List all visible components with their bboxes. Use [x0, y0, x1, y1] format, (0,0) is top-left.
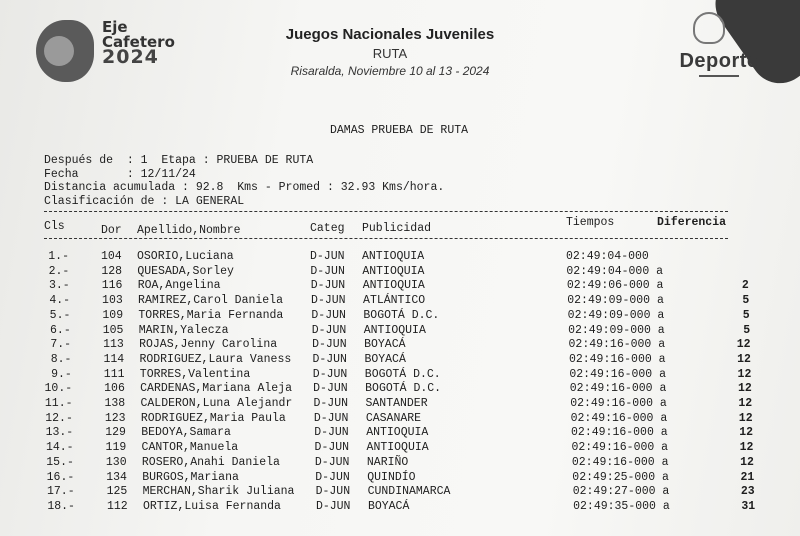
- meta-stage: Después de : 1 Etapa : PRUEBA DE RUTA: [44, 154, 314, 167]
- cell-difference: 12: [737, 367, 752, 381]
- cell-category: D-JUN: [310, 250, 345, 263]
- table-row: [0, 485, 800, 500]
- table-row: [0, 265, 800, 280]
- cell-cls: 4.-: [49, 294, 71, 308]
- cell-category: D-JUN: [311, 294, 346, 308]
- cell-sponsor: ANTIOQUIA: [362, 250, 425, 263]
- cell-dor: 113: [103, 338, 124, 352]
- table-row: [0, 294, 800, 309]
- cell-name: ORTIZ,Luisa Fernanda: [142, 499, 281, 513]
- cell-dor: 111: [103, 367, 125, 381]
- cell-cls: 3.-: [48, 279, 70, 293]
- cell-dor: 128: [101, 264, 123, 278]
- cell-cls: 14.-: [45, 441, 74, 455]
- cell-sponsor: NARIÑO: [366, 455, 409, 469]
- logo-line1: Eje: [102, 18, 128, 36]
- divider-header: [44, 238, 728, 239]
- cell-difference: 5: [742, 294, 750, 308]
- coat-of-arms-icon: [693, 12, 725, 44]
- document-header: [270, 26, 510, 78]
- logo-year: 2024: [102, 46, 159, 68]
- cell-name: OSORIO,Luciana: [137, 250, 234, 263]
- cell-name: BEDOYA,Samara: [141, 426, 231, 440]
- cell-difference: 2: [741, 279, 749, 293]
- cell-name: MARIN,Yalecza: [138, 323, 229, 337]
- cell-sponsor: ANTIOQUIA: [363, 323, 426, 337]
- cell-name: TORRES,Valentina: [139, 367, 251, 381]
- cell-time: 02:49:16-000 a: [571, 426, 668, 440]
- cell-time: 02:49:09-000 a: [567, 294, 664, 308]
- cell-category: D-JUN: [315, 485, 351, 499]
- cell-cls: 8.-: [50, 352, 72, 366]
- cell-category: D-JUN: [311, 323, 347, 337]
- table-row: [0, 250, 800, 265]
- cell-dor: 105: [102, 323, 124, 337]
- event-location-date: Risaralda, Noviembre 10 al 13 - 2024: [290, 64, 490, 78]
- cell-difference: 12: [737, 352, 751, 366]
- cell-time: 02:49:04-000 a: [566, 264, 664, 278]
- cell-cls: 2.-: [48, 264, 70, 278]
- cell-time: 02:49:16-000 a: [568, 352, 666, 366]
- cell-sponsor: SANTANDER: [365, 397, 428, 410]
- cell-time: 02:49:35-000 a: [573, 499, 670, 513]
- cell-difference: 23: [740, 485, 755, 499]
- cell-difference: 12: [739, 441, 754, 455]
- cell-time: 02:49:25-000 a: [572, 470, 669, 484]
- cell-difference: 12: [739, 426, 754, 440]
- cell-sponsor: QUINDÍO: [367, 470, 416, 484]
- col-times: Tiempos: [566, 216, 615, 229]
- cell-category: D-JUN: [312, 367, 348, 381]
- col-cls: Cls: [44, 220, 65, 233]
- cell-dor: 119: [105, 441, 127, 455]
- meta-distance: Distancia acumulada : 92.8 Kms - Promed : 32.93 Kms/hora.: [44, 181, 445, 194]
- col-category: Categ: [310, 222, 345, 235]
- cell-difference: 12: [738, 411, 753, 425]
- cell-dor: 114: [103, 352, 125, 366]
- cell-difference: 12: [737, 382, 752, 396]
- cell-dor: 104: [101, 250, 122, 263]
- cell-name: QUESADA,Sorley: [137, 264, 234, 278]
- table-row: [0, 441, 800, 456]
- column-header-row: [0, 216, 800, 240]
- divider-top: [44, 211, 728, 212]
- meta-classification: Clasificación de : LA GENERAL: [44, 195, 245, 208]
- cell-category: D-JUN: [313, 382, 348, 396]
- cell-dor: 130: [105, 455, 127, 469]
- cell-time: 02:49:09-000 a: [568, 323, 665, 337]
- cell-sponsor: BOYACÁ: [364, 338, 406, 352]
- cell-cls: 10.-: [44, 382, 73, 396]
- table-row: [0, 412, 800, 427]
- cell-sponsor: BOYACÁ: [367, 499, 410, 513]
- table-row: [0, 353, 800, 368]
- cell-dor: 123: [104, 411, 126, 425]
- deporte-logo: [664, 12, 774, 82]
- cell-difference: 12: [738, 397, 753, 410]
- cell-name: RAMIREZ,Carol Daniela: [138, 294, 283, 308]
- table-row: [0, 456, 800, 471]
- table-row: [0, 309, 800, 324]
- cell-name: MERCHAN,Sharik Juliana: [142, 485, 295, 499]
- cell-cls: 5.-: [49, 308, 71, 322]
- cell-cls: 11.-: [44, 397, 73, 410]
- cell-category: D-JUN: [311, 308, 346, 322]
- table-row: [0, 338, 800, 353]
- cell-time: 02:49:06-000 a: [566, 279, 664, 293]
- col-sponsor: Publicidad: [362, 222, 432, 235]
- cell-dor: 109: [102, 308, 124, 322]
- cell-cls: 6.-: [50, 323, 71, 337]
- cell-time: 02:49:16-000 a: [568, 338, 666, 352]
- cell-difference: 31: [741, 499, 756, 513]
- cell-name: ROSERO,Anahi Daniela: [141, 455, 280, 469]
- cell-time: 02:49:16-000 a: [571, 441, 669, 455]
- cell-category: D-JUN: [314, 441, 350, 455]
- cell-dor: 134: [106, 470, 127, 484]
- cell-dor: 116: [101, 279, 123, 293]
- cell-dor: 103: [102, 294, 123, 308]
- cell-sponsor: BOYACÁ: [364, 352, 406, 366]
- table-row: [0, 382, 800, 397]
- cell-time: 02:49:04-000: [566, 250, 649, 263]
- cell-dor: 129: [105, 426, 126, 440]
- cell-dor: 125: [106, 485, 128, 499]
- report-heading: DAMAS PRUEBA DE RUTA: [330, 124, 469, 137]
- cell-cls: 16.-: [46, 470, 75, 484]
- cell-dor: 106: [104, 382, 125, 396]
- cell-sponsor: ANTIOQUIA: [366, 441, 429, 455]
- cell-cls: 1.-: [48, 250, 69, 263]
- cell-difference: 5: [742, 308, 750, 322]
- cell-sponsor: BOGOTÁ D.C.: [364, 367, 441, 381]
- table-row: [0, 500, 800, 515]
- cell-time: 02:49:16-000 a: [571, 455, 669, 469]
- cell-time: 02:49:27-000 a: [572, 485, 670, 499]
- table-row: [0, 279, 800, 294]
- cell-sponsor: ANTIOQUIA: [362, 279, 425, 293]
- cell-name: CARDENAS,Mariana Aleja: [140, 382, 292, 396]
- event-discipline: RUTA: [372, 46, 408, 61]
- event-title: Juegos Nacionales Juveniles: [285, 26, 495, 43]
- cell-sponsor: CUNDINAMARCA: [367, 485, 451, 499]
- cell-name: RODRIGUEZ,Laura Vaness: [139, 352, 292, 366]
- table-row: [0, 426, 800, 441]
- cell-category: D-JUN: [312, 338, 347, 352]
- cell-cls: 18.-: [47, 499, 75, 513]
- cell-dor: 112: [106, 499, 128, 513]
- cell-category: D-JUN: [313, 411, 349, 425]
- cell-category: D-JUN: [312, 352, 347, 366]
- logo-line2: Cafetero: [102, 33, 175, 51]
- cell-cls: 9.-: [51, 367, 72, 381]
- cell-time: 02:49:09-000 a: [567, 308, 665, 322]
- cell-name: ROJAS,Jenny Carolina: [139, 338, 278, 352]
- table-row: [0, 324, 800, 339]
- cell-name: RODRIGUEZ,Maria Paula: [140, 411, 286, 425]
- cell-category: D-JUN: [310, 279, 346, 293]
- deporte-underline: [699, 75, 739, 77]
- cell-category: D-JUN: [315, 499, 351, 513]
- cell-time: 02:49:16-000 a: [569, 382, 667, 396]
- cell-difference: 5: [743, 323, 751, 337]
- cell-cls: 12.-: [45, 411, 73, 425]
- cell-category: D-JUN: [315, 470, 350, 484]
- cell-category: D-JUN: [310, 264, 345, 278]
- col-dor: Dor: [101, 224, 122, 237]
- cell-dor: 138: [104, 397, 126, 410]
- cell-sponsor: CASANARE: [365, 411, 422, 425]
- cell-category: D-JUN: [313, 397, 349, 410]
- cell-name: CALDERON,Luna Alejandr: [140, 397, 293, 410]
- cell-cls: 13.-: [45, 426, 74, 440]
- cell-sponsor: ANTIOQUIA: [366, 426, 429, 440]
- cell-time: 02:49:16-000 a: [570, 397, 667, 410]
- col-name: Apellido,Nombre: [137, 224, 241, 237]
- cell-difference: 21: [740, 470, 755, 484]
- table-row: [0, 471, 800, 486]
- cell-sponsor: BOGOTÁ D.C.: [363, 308, 440, 322]
- cell-name: TORRES,Maria Fernanda: [138, 308, 284, 322]
- cell-time: 02:49:16-000 a: [569, 367, 666, 381]
- cell-cls: 7.-: [50, 338, 72, 352]
- eje-cafetero-mark-icon: [36, 20, 94, 82]
- table-row: [0, 397, 800, 412]
- cell-category: D-JUN: [314, 455, 350, 469]
- cell-name: ROA,Angelina: [137, 279, 221, 293]
- cell-cls: 15.-: [46, 455, 74, 469]
- cell-difference: 12: [736, 338, 751, 352]
- meta-date: Fecha : 12/11/24: [44, 168, 196, 181]
- table-row: [0, 368, 800, 383]
- cell-sponsor: ATLÁNTICO: [363, 294, 426, 308]
- cell-sponsor: ANTIOQUIA: [362, 264, 425, 278]
- cell-cls: 17.-: [46, 485, 75, 499]
- col-difference: Diferencia: [657, 216, 727, 229]
- eje-cafetero-logo: [36, 18, 176, 88]
- cell-time: 02:49:16-000 a: [570, 411, 668, 425]
- cell-category: D-JUN: [314, 426, 349, 440]
- deporte-wordmark: Deporte: [679, 50, 759, 72]
- cell-name: BURGOS,Mariana: [142, 470, 239, 484]
- cell-name: CANTOR,Manuela: [141, 441, 239, 455]
- cell-difference: 12: [740, 455, 754, 469]
- cell-sponsor: BOGOTÁ D.C.: [365, 382, 442, 396]
